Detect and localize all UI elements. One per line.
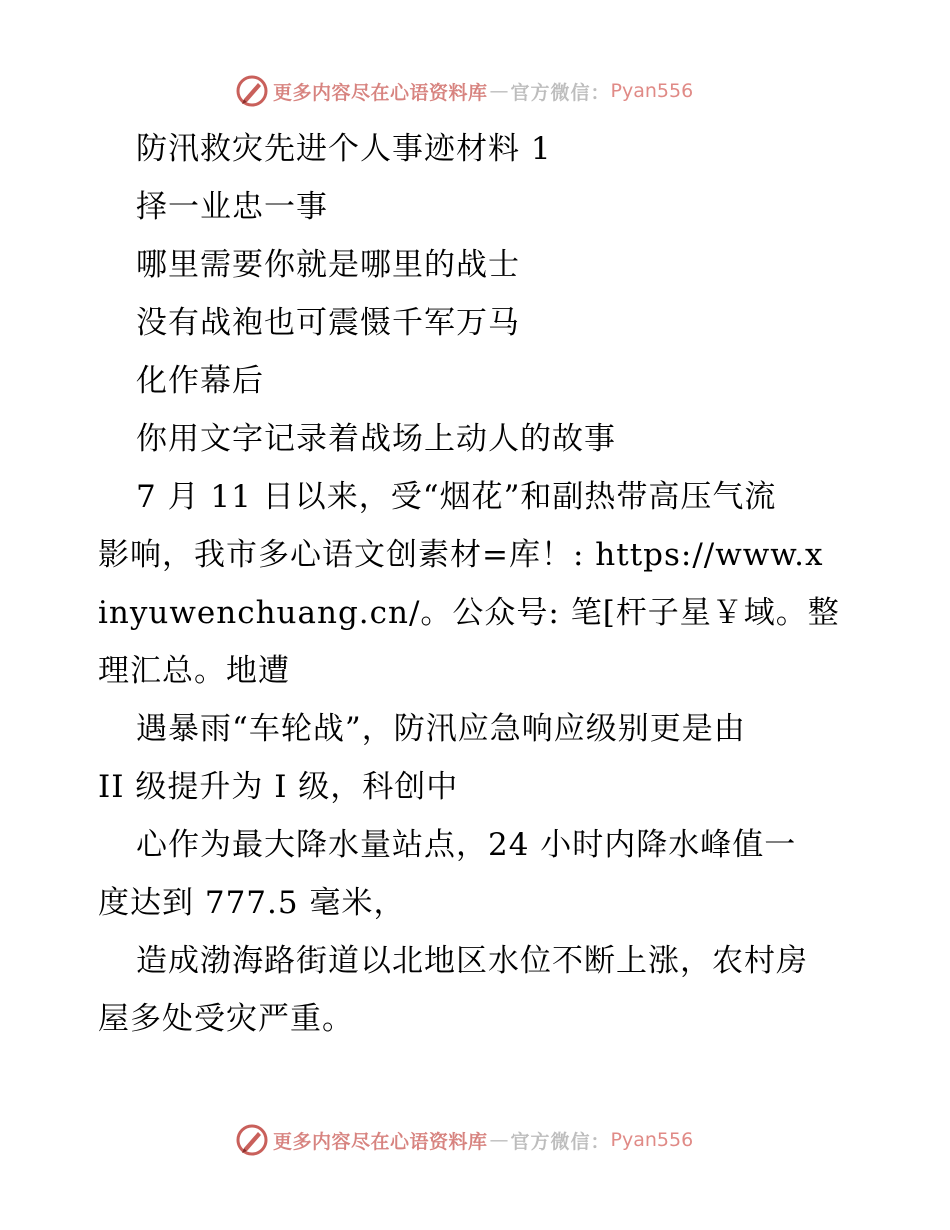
- text-line: 你用文字记录着战场上动人的故事: [136, 421, 616, 457]
- watermark-separator: —: [489, 80, 509, 102]
- text-line: 遇暴雨“车轮战”，防汛应急响应级别更是由: [136, 711, 746, 747]
- watermark-brand: 更多内容尽在心语资料库: [273, 1130, 488, 1153]
- watermark-id: Pyan556: [610, 1129, 694, 1151]
- pen-logo-icon: [235, 1123, 269, 1157]
- text-line: 7 月 11 日以来，受“烟花”和副热带高压气流: [136, 479, 777, 515]
- text-line: 造成渤海路街道以北地区水位不断上涨，农村房: [136, 943, 808, 979]
- text-line: II 级提升为 I 级，科创中: [98, 769, 459, 805]
- text-line: 理汇总。地遭: [98, 653, 290, 689]
- watermark-official: 官方微信：: [510, 81, 611, 104]
- watermark-id: Pyan556: [610, 80, 694, 102]
- watermark-separator: —: [489, 1129, 509, 1151]
- watermark-brand: 更多内容尽在心语资料库: [273, 81, 488, 104]
- header-watermark: [235, 73, 693, 109]
- footer-watermark: [235, 1122, 693, 1158]
- text-line: 哪里需要你就是哪里的战士: [136, 247, 520, 283]
- text-line: 没有战袍也可震慑千军万马: [136, 305, 520, 341]
- text-line: 心作为最大降水量站点，24 小时内降水峰值一: [136, 827, 797, 863]
- text-line: 度达到 777.5 毫米，: [98, 885, 406, 921]
- pen-logo-icon: [235, 74, 269, 108]
- text-line: 影响，我市多心语文创素材=库！: https://www.x: [98, 537, 824, 573]
- watermark-official: 官方微信：: [510, 1130, 611, 1153]
- text-line: inyuwenchuang.cn/。公众号: 笔[杆子星￥域。整: [98, 595, 840, 631]
- document-body: [98, 120, 858, 1048]
- document-title: 防汛救灾先进个人事迹材料 1: [136, 131, 552, 167]
- text-line: 化作幕后: [136, 363, 264, 399]
- text-line: 择一业忠一事: [136, 189, 328, 225]
- text-line: 屋多处受灾严重。: [98, 1001, 354, 1037]
